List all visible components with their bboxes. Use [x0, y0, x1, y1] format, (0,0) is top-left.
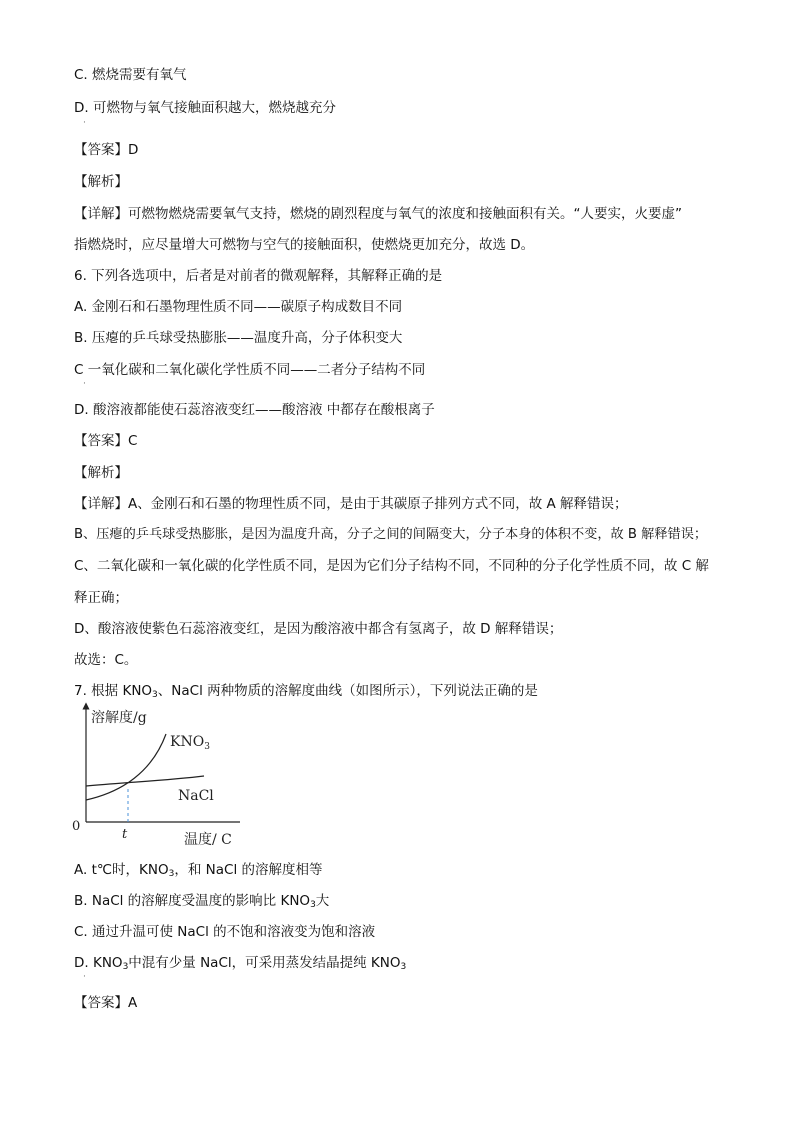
q7-sub: 3 [152, 690, 158, 700]
stray-dot: · [83, 379, 86, 389]
answer-7 [74, 994, 137, 1012]
nacl-curve [86, 776, 204, 786]
stray-dot: · [83, 118, 86, 128]
kno3-curve [86, 734, 166, 800]
q7-option-d [74, 954, 406, 976]
q7b-text-b: 大 [315, 893, 330, 909]
detail-6-line-6: 故选：C。 [74, 652, 138, 668]
answer-tag: 【答案】 [74, 142, 128, 158]
q5-option-c: C. 燃烧需要有氧气 [74, 67, 187, 83]
q7b-sub: 3 [310, 900, 316, 910]
answer-value: D [128, 142, 139, 158]
q7d-text-b: 中混有少量 NaCl，可采用蒸发结晶提纯 KNO [128, 955, 401, 971]
detail-6-line-3: C、二氧化碳和一氧化碳的化学性质不同，是因为它们分子结构不同，不同种的分子化学性质不同，故 C 解 [74, 558, 709, 574]
q7b-text-a: B. NaCl 的溶解度受温度的影响比 KNO [74, 893, 311, 909]
kno3-label [170, 734, 210, 752]
q7-text-a: 7. 根据 KNO [74, 683, 153, 699]
q5-option-d: D. 可燃物与氧气接触面积越大，燃烧越充分 [74, 100, 336, 116]
q7a-text-a: A. t℃时，KNO [74, 862, 169, 878]
y-axis-label: 溶解度/g [91, 710, 147, 726]
detail-6-line-1: 【详解】A、金刚石和石墨的物理性质不同，是由于其碳原子排列方式不同，故 A 解释错误； [74, 496, 628, 512]
q7-option-a [74, 861, 323, 883]
x-axis-label: 温度/ C [184, 832, 232, 848]
answer-6 [74, 432, 137, 450]
answer-tag: 【答案】 [74, 433, 128, 449]
stray-dot: · [83, 972, 86, 982]
detail-6-line-5: D、酸溶液使紫色石蕊溶液变红，是因为酸溶液中都含有氢离子，故 D 解释错误； [74, 621, 563, 637]
question-7 [74, 682, 538, 704]
analysis-5-heading: 【解析】 [74, 174, 128, 190]
detail-6-line-4: 释正确； [74, 590, 128, 606]
q7d-text-a: D. KNO [74, 955, 123, 971]
q7-option-c: C. 通过升温可使 NaCl 的不饱和溶液变为饱和溶液 [74, 924, 376, 940]
q7a-sub: 3 [168, 869, 175, 879]
q6-option-c: C 一氧化碳和二氧化碳化学性质不同——二者分子结构不同 [74, 362, 426, 378]
detail-6-line-2: B、压瘪的乒乓球受热膨胀，是因为温度升高，分子之间的间隔变大，分子本身的体积不变，故 B 解释错误； [74, 527, 708, 542]
q7-text-b: 、NaCl 两种物质的溶解度曲线（如图所示），下列说法正确的是 [157, 683, 538, 699]
q7a-text-b: ，和 NaCl 的溶解度相等 [174, 862, 323, 878]
detail-5-line-2: 指燃烧时，应尽量增大可燃物与空气的接触面积，使燃烧更加充分，故选 D。 [74, 237, 535, 253]
q6-option-a: A. 金刚石和石墨物理性质不同——碳原子构成数目不同 [74, 299, 403, 315]
answer-value: A [128, 995, 138, 1011]
answer-value: C [128, 433, 138, 449]
origin-label: 0 [72, 819, 81, 834]
q6-option-b: B. 压瘪的乒乓球受热膨胀——温度升高，分子体积变大 [74, 330, 403, 346]
kno3-text: KNO [170, 734, 205, 750]
question-6: 6. 下列各选项中，后者是对前者的微观解释，其解释正确的是 [74, 268, 443, 284]
q7-option-b [74, 892, 329, 914]
solubility-figure [62, 702, 262, 852]
answer-5 [74, 141, 138, 159]
q6-option-d: D. 酸溶液都能使石蕊溶液变红——酸溶液 中都存在酸根离子 [74, 402, 435, 418]
q7d-sub-2: 3 [400, 962, 407, 972]
nacl-label: NaCl [178, 788, 214, 804]
detail-5-line-1: 【详解】可燃物燃烧需要氧气支持，燃烧的剧烈程度与氧气的浓度和接触面积有关。“人要实，火要虚” [74, 206, 682, 222]
kno3-sub: 3 [204, 742, 210, 752]
analysis-6-heading: 【解析】 [74, 465, 128, 481]
q7d-sub: 3 [122, 962, 129, 972]
t-label: t [122, 827, 128, 842]
answer-tag: 【答案】 [74, 995, 128, 1011]
